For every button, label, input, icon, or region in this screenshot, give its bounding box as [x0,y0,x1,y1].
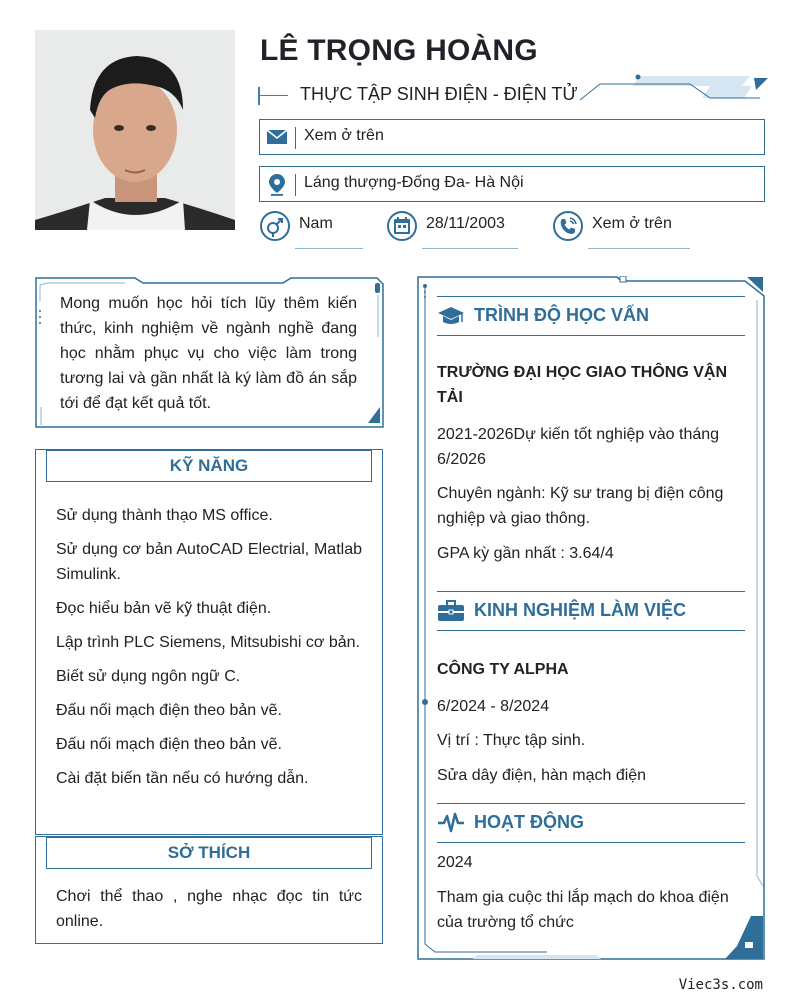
education-heading-bar [437,296,745,336]
skills-list [56,503,362,800]
job-title: THỰC TẬP SINH ĐIỆN - ĐIỆN TỬ [300,84,578,104]
gender-value: Nam [299,215,333,232]
birthday-value: 28/11/2003 [426,215,505,232]
work-period: 6/2024 - 8/2024 [437,698,550,715]
skill-item: Sử dụng thành thạo MS office. [56,507,273,524]
gender-row [259,208,365,252]
experience-heading: KINH NGHIỆM LÀM VIỆC [474,600,687,620]
company-name: CÔNG TY ALPHA [437,661,569,678]
right-panel [417,276,765,960]
experience-heading-bar [437,591,745,631]
birthday-underline [422,248,518,249]
skill-item: Cài đặt biến tần nếu có hướng dẫn. [56,770,309,787]
objective-text: Mong muốn học hỏi tích lũy thêm kiến thức, kinh nghiệm về ngành nghề đang học nhằm phục vụ cho việc làm trong tương lai và gần nhất là ký làm đồ án sắp tới để đạt kết quả tốt. [60,295,357,412]
email-separator [295,127,296,149]
skills-heading: KỸ NĂNG [46,450,372,482]
title-tick [258,87,260,105]
gpa: GPA kỳ gần nhất : 3.64/4 [437,545,614,562]
hobbies-list [56,884,362,943]
title-dash [260,95,288,96]
hobbies-heading: SỞ THÍCH [46,837,372,869]
phone-value: Xem ở trên [592,215,672,232]
gender-icon [259,210,291,242]
school-name: TRƯỜNG ĐẠI HỌC GIAO THÔNG VẬN TẢI [437,364,728,406]
briefcase-icon [437,598,465,624]
skills-section [35,449,383,835]
phone-underline [588,248,690,249]
location-pin-icon [264,171,290,197]
phone-icon [552,210,584,242]
activity-description: Tham gia cuộc thi lắp mạch do khoa điện của trường tổ chức [437,889,729,931]
email-value: Xem ở trên [304,127,384,144]
work-position: Vị trí : Thực tập sinh. [437,732,586,749]
footer-watermark: Viec3s.com [678,977,763,993]
skill-item: Đấu nối mạch điện theo bản vẽ. [56,736,282,753]
study-period: 2021-2026Dự kiến tốt nghiệp vào tháng 6/2026 [437,426,720,468]
major: Chuyên ngành: Kỹ sư trang bị điện công nghiệp và giao thông. [437,485,724,527]
career-objective-box [35,277,384,429]
calendar-icon [386,210,418,242]
hobbies-section [35,836,383,944]
skill-item: Đọc hiểu bản vẽ kỹ thuật điện. [56,600,272,617]
birthday-row [386,208,518,252]
skill-item: Sử dụng cơ bản AutoCAD Electrial, Matlab Simulink. [56,541,362,583]
gender-underline [295,248,363,249]
skill-item: Đấu nối mạch điện theo bản vẽ. [56,702,282,719]
education-heading: TRÌNH ĐỘ HỌC VẤN [474,305,649,325]
graduation-cap-icon [437,303,465,329]
work-description: Sửa dây điện, hàn mạch điện [437,767,647,784]
activities-heading: HOẠT ĐỘNG [474,812,584,832]
pulse-icon [437,810,465,836]
skill-item: Biết sử dụng ngôn ngữ C. [56,668,241,685]
envelope-icon [264,124,290,150]
address-separator [295,174,296,196]
profile-photo [35,30,235,230]
address-row [259,166,765,202]
email-row [259,119,765,155]
header-decoration [560,72,770,104]
hobbies-text: Chơi thể thao , nghe nhạc đọc tin tức online. [56,888,362,930]
phone-row [552,208,694,252]
activities-heading-bar [437,803,745,843]
activity-year: 2024 [437,854,473,871]
candidate-name: LÊ TRỌNG HOÀNG [260,34,538,67]
skill-item: Lập trình PLC Siemens, Mitsubishi cơ bản. [56,634,360,651]
address-value: Láng thượng-Đống Đa- Hà Nội [304,174,524,191]
